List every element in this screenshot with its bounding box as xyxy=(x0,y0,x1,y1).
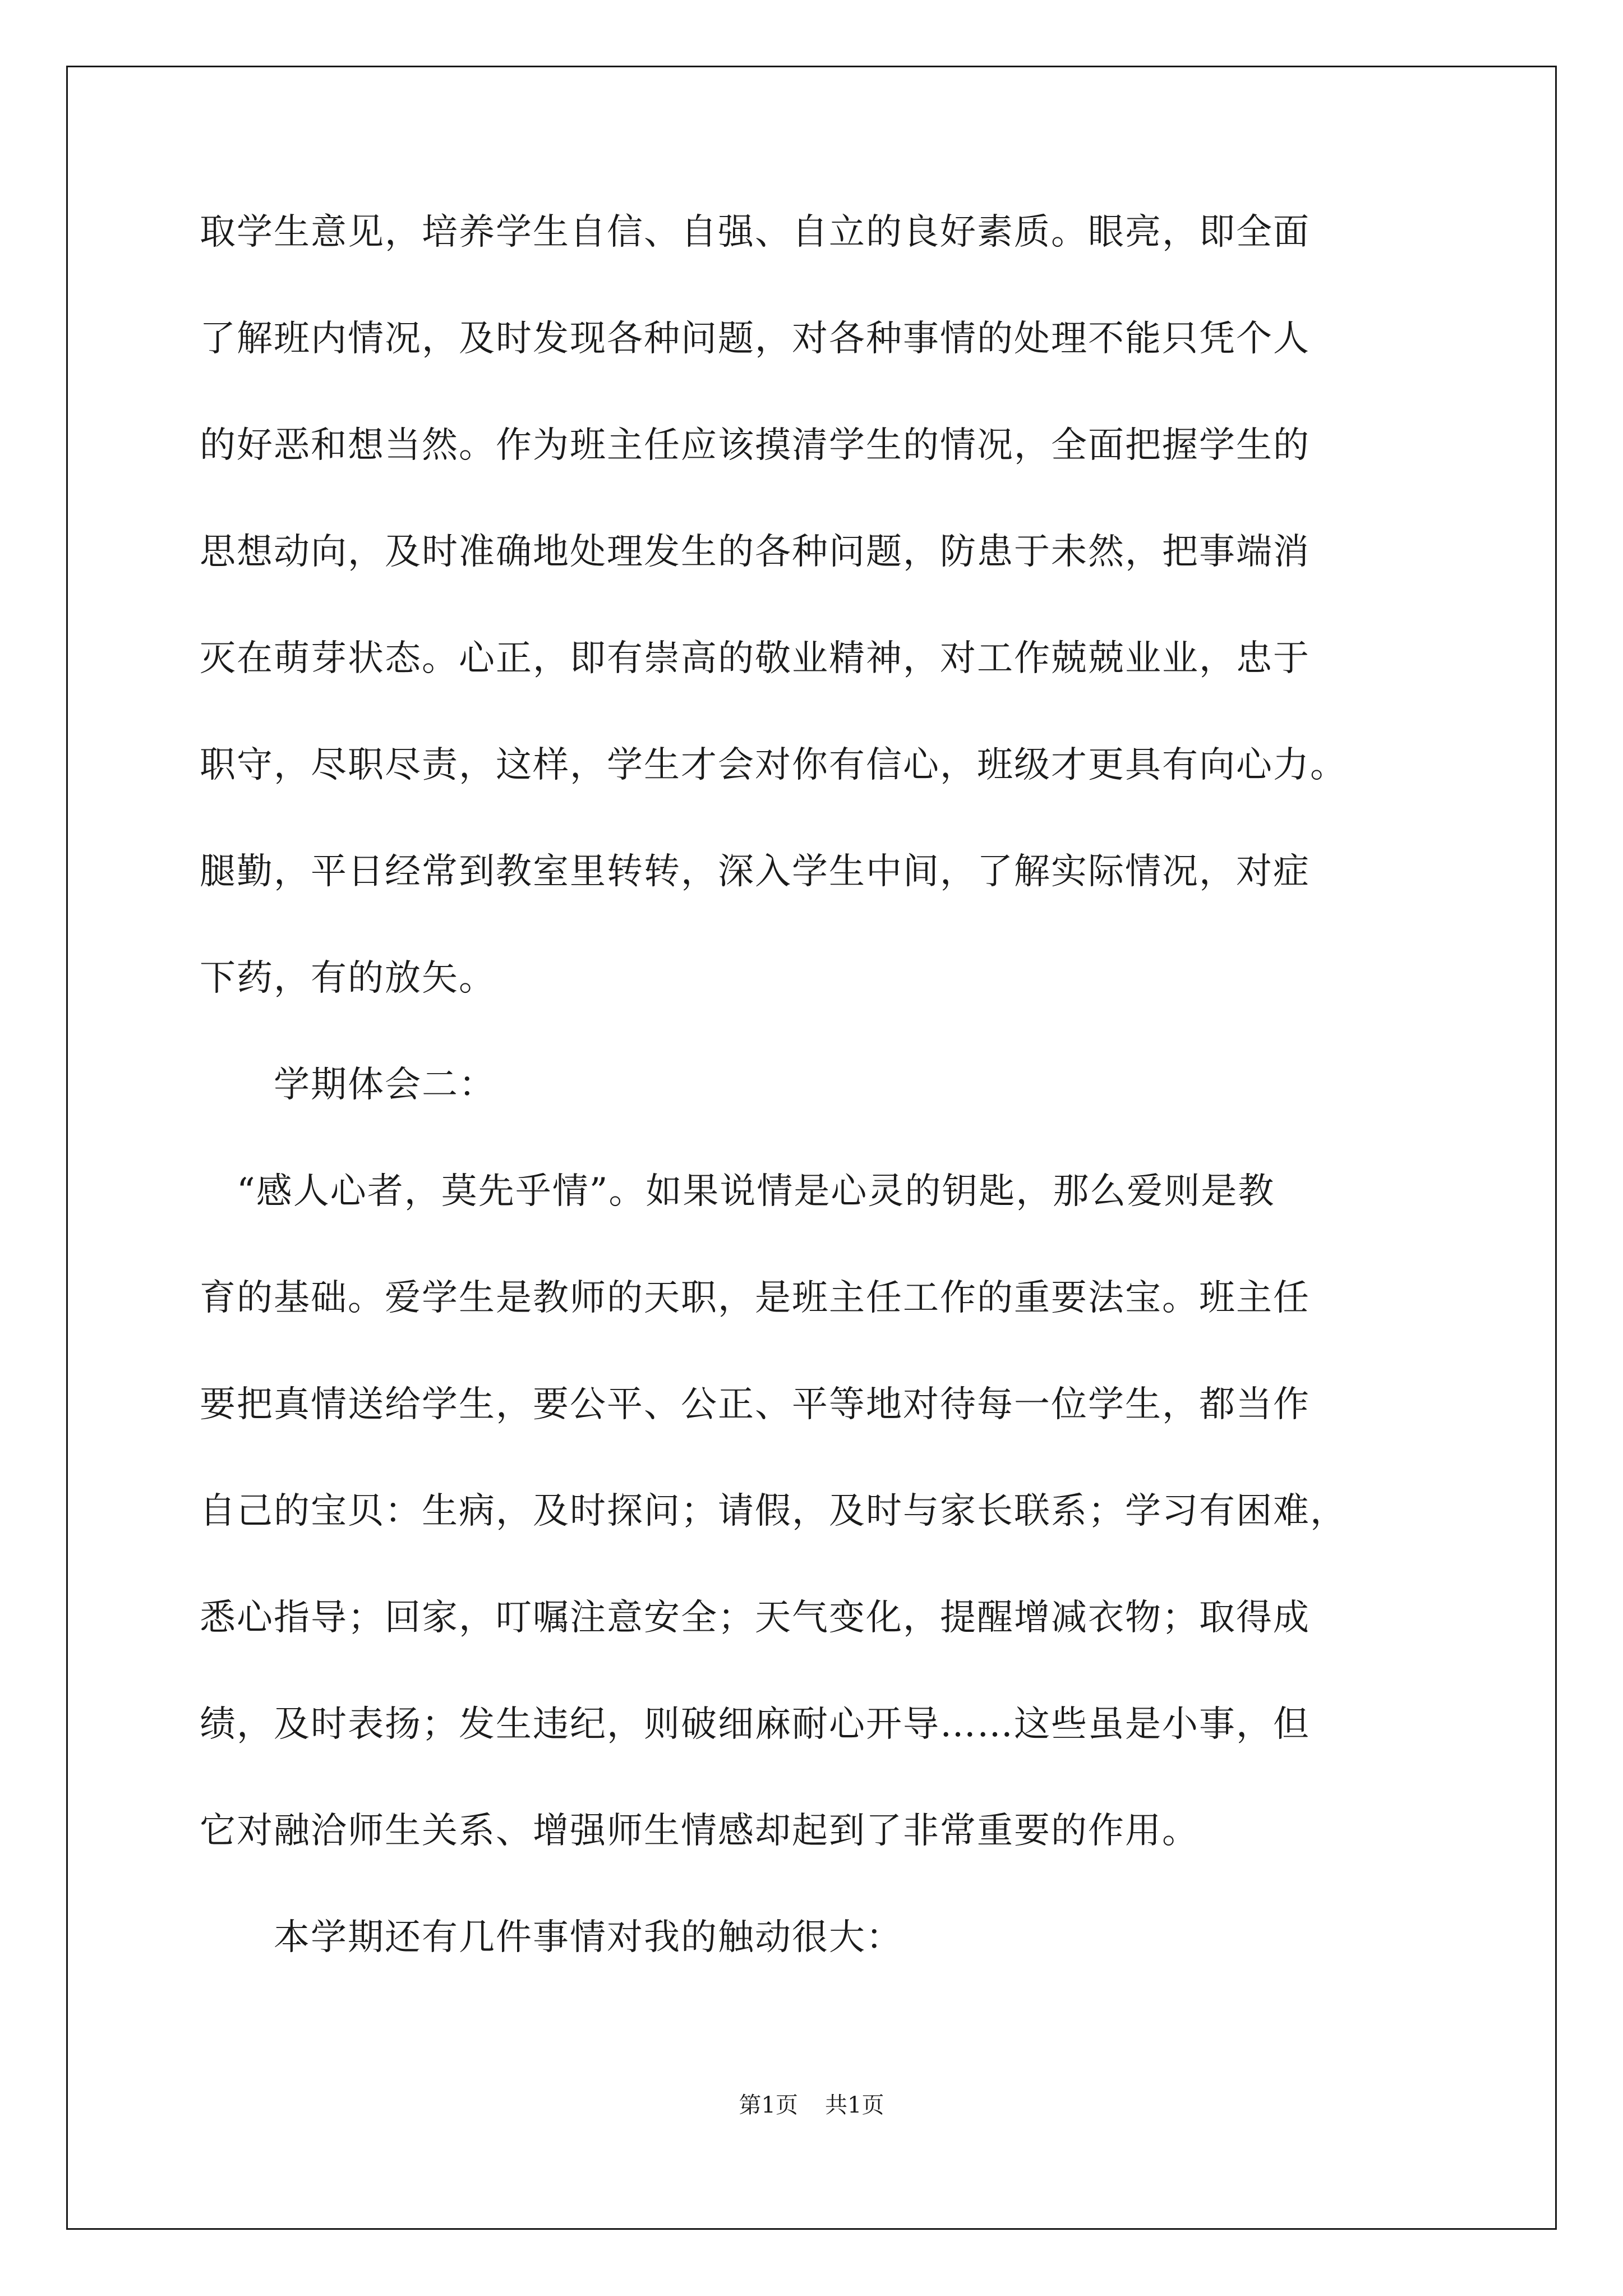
text-line: 灭在萌芽状态。心正，即有崇高的敬业精神，对工作兢兢业业，忠于 xyxy=(200,638,1310,679)
page-border xyxy=(66,66,1557,2230)
page-number: 第1页 xyxy=(739,2092,798,2118)
text-line: 要把真情送给学生，要公平、公正、平等地对待每一位学生，都当作 xyxy=(200,1384,1310,1425)
text-line: 职守，尽职尽责，这样，学生才会对你有信心，班级才更具有向心力。 xyxy=(200,744,1347,786)
text-line: 它对融洽师生关系、增强师生情感却起到了非常重要的作用。 xyxy=(200,1810,1199,1852)
text-line: 下药，有的放矢。 xyxy=(200,958,496,999)
text-line: 自己的宝贝：生病，及时探问；请假，及时与家长联系；学习有困难， xyxy=(200,1490,1347,1532)
text-line: 悉心指导；回家，叮嘱注意安全；天气变化，提醒增减衣物；取得成 xyxy=(200,1597,1310,1639)
section-heading: 学期体会二： xyxy=(200,1064,496,1106)
text-line: 思想动向，及时准确地处理发生的各种问题，防患于未然，把事端消 xyxy=(200,531,1310,573)
text-line: 育的基础。爱学生是教师的天职，是班主任工作的重要法宝。班主任 xyxy=(200,1277,1310,1319)
text-line: 本学期还有几件事情对我的触动很大： xyxy=(200,1917,903,1958)
page-total: 共1页 xyxy=(825,2092,884,2118)
text-line: 了解班内情况，及时发现各种问题，对各种事情的处理不能只凭个人 xyxy=(200,318,1310,360)
text-line: 腿勤，平日经常到教室里转转，深入学生中间，了解实际情况，对症 xyxy=(200,851,1310,892)
text-line: “感人心者，莫先乎情”。如果说情是心灵的钥匙，那么爱则是教 xyxy=(200,1171,1275,1212)
text-line: 绩，及时表扬；发生违纪，则破细麻耐心开导……这些虽是小事，但 xyxy=(200,1704,1310,1745)
page-footer xyxy=(0,2091,1623,2119)
text-line: 取学生意见，培养学生自信、自强、自立的良好素质。眼亮，即全面 xyxy=(200,211,1310,253)
text-line: 的好恶和想当然。作为班主任应该摸清学生的情况，全面把握学生的 xyxy=(200,425,1310,466)
